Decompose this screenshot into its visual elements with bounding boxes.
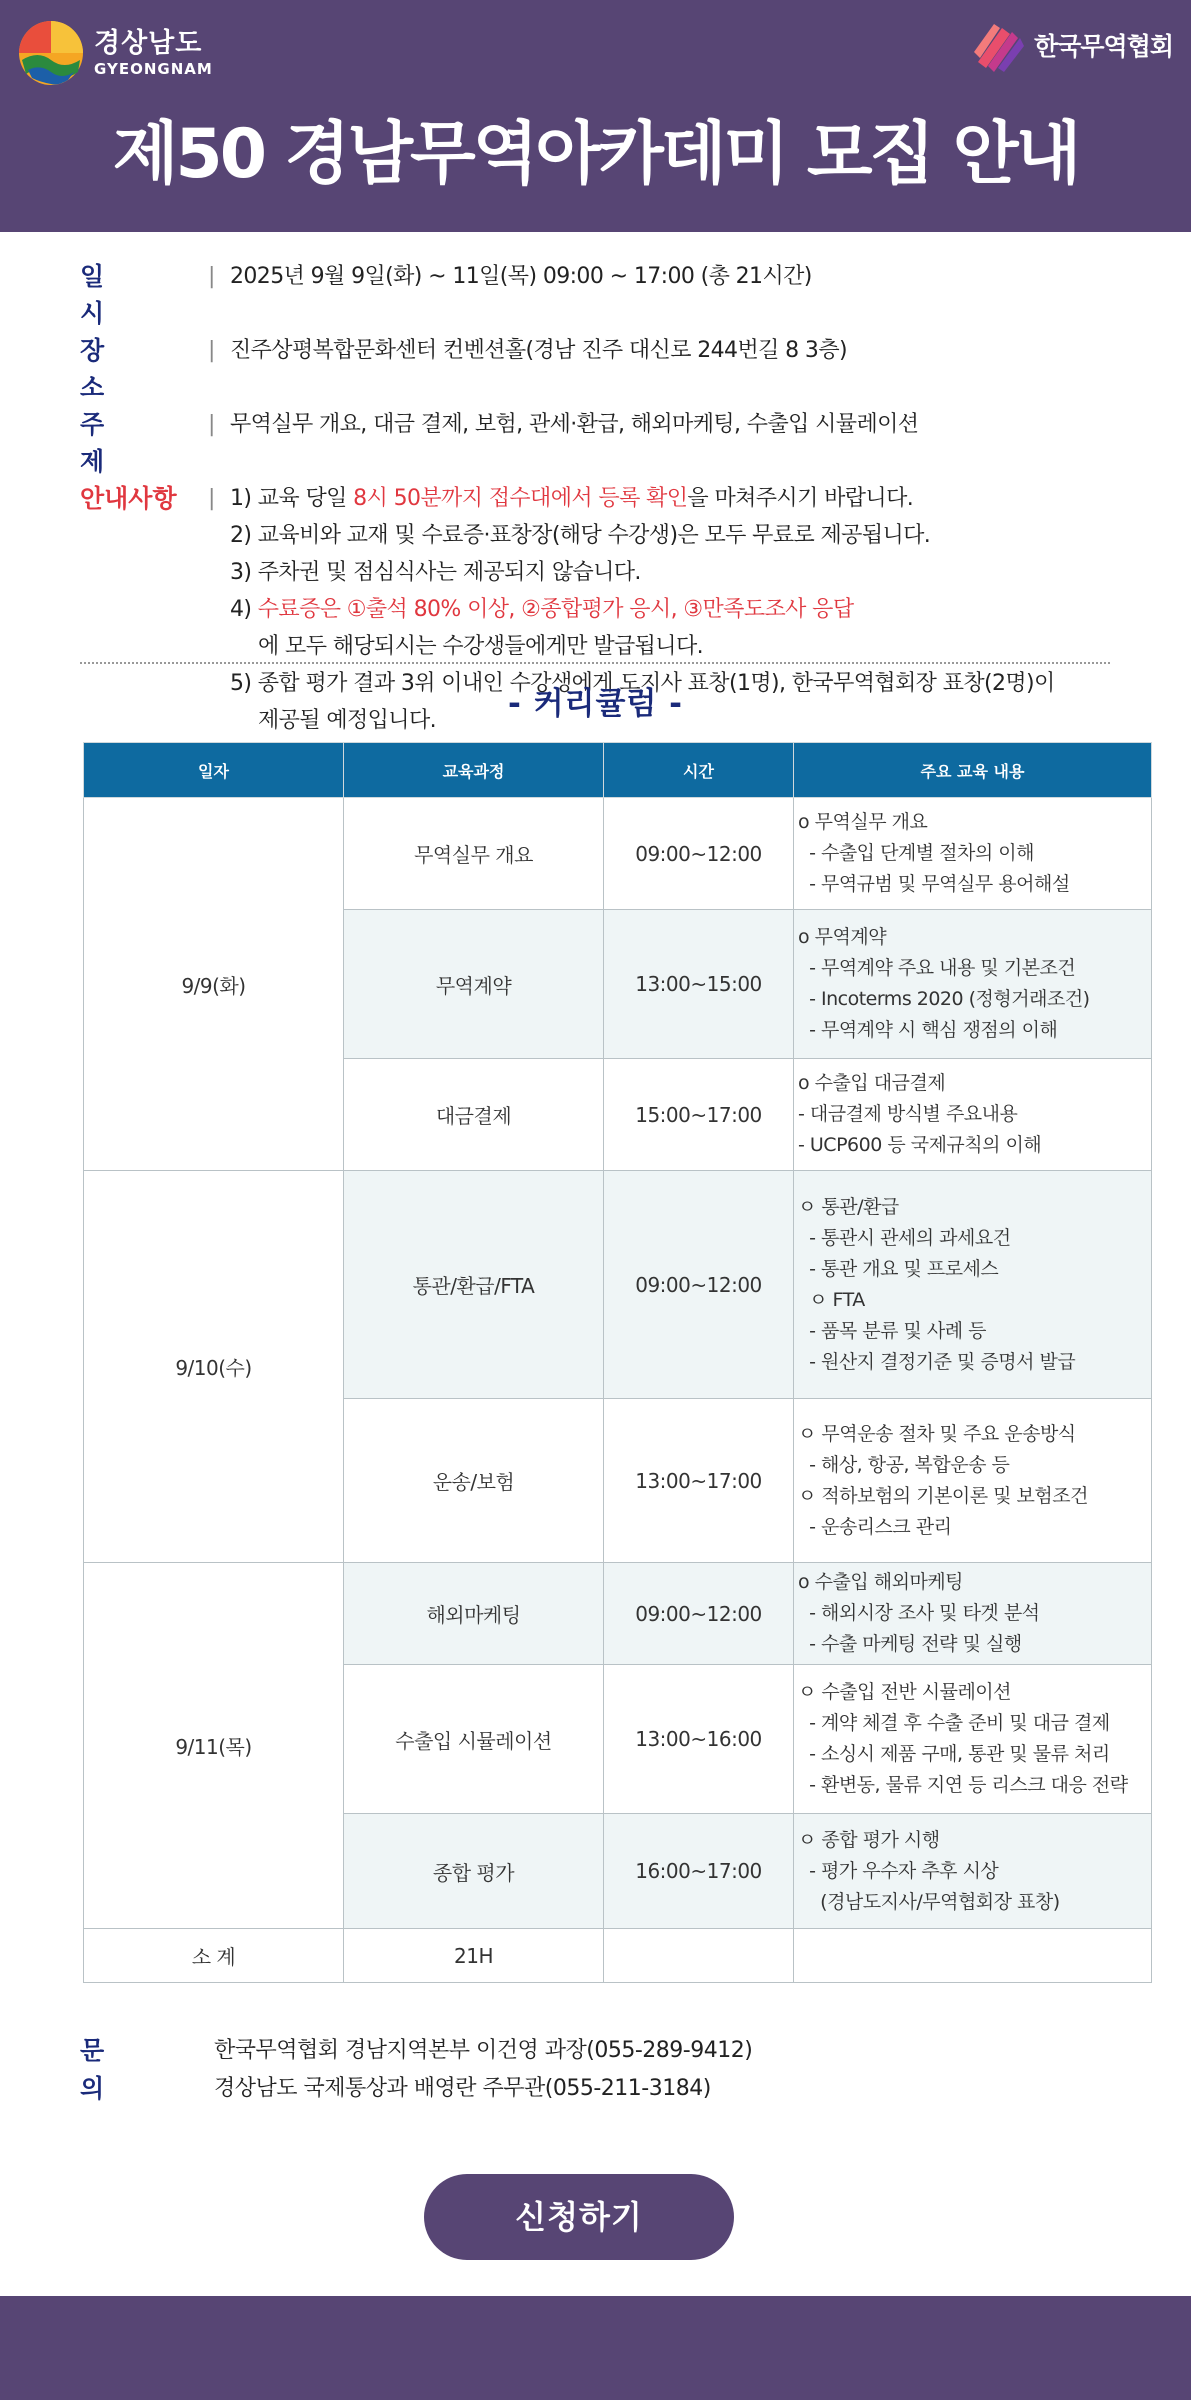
content-cell bbox=[794, 1665, 1152, 1814]
kita-name: 한국무역협회 bbox=[1034, 32, 1173, 61]
dotted-divider bbox=[80, 662, 1110, 664]
header-time: 시간 bbox=[604, 743, 794, 798]
gyeongnam-emblem-icon bbox=[18, 20, 84, 86]
page-title: 제50 경남무역아카데미 모집 안내 bbox=[112, 115, 1079, 194]
time-cell: 09:00~12:00 bbox=[604, 798, 794, 910]
content-cell bbox=[794, 1059, 1152, 1171]
content-line: - 계약 체결 후 수출 준비 및 대금 결제 bbox=[798, 1712, 1110, 1734]
day-cell: 9/10(수) bbox=[84, 1171, 344, 1563]
course-cell: 무역실무 개요 bbox=[344, 798, 604, 910]
kita-logo[interactable] bbox=[972, 18, 1173, 72]
content-line: ㅇ 수출입 전반 시뮬레이션 bbox=[798, 1681, 1012, 1703]
course-cell: 운송/보험 bbox=[344, 1399, 604, 1563]
content-line: - 수출 마케팅 전략 및 실행 bbox=[798, 1633, 1022, 1655]
total-label: 소 계 bbox=[84, 1929, 344, 1983]
table-row bbox=[84, 1563, 1152, 1665]
course-cell: 종합 평가 bbox=[344, 1814, 604, 1929]
empty-cell bbox=[604, 1929, 794, 1983]
footer-bar bbox=[0, 2296, 1191, 2400]
content-line: - 무역규범 및 무역실무 용어해설 bbox=[798, 873, 1070, 895]
content-line: - 무역계약 시 핵심 쟁점의 이해 bbox=[798, 1019, 1058, 1041]
notice-highlight: 수료증은 ①출석 80% 이상, ②종합평가 응시, ③만족도조사 응답 bbox=[257, 597, 854, 622]
content-cell bbox=[794, 1814, 1152, 1929]
content-line: o 수출입 해외마케팅 bbox=[798, 1571, 964, 1593]
apply-button[interactable]: 신청하기 bbox=[424, 2174, 734, 2260]
gyeongnam-english: GYEONGNAM bbox=[94, 60, 213, 78]
time-cell: 13:00~15:00 bbox=[604, 910, 794, 1059]
notice-label: 안내사항 bbox=[80, 484, 177, 513]
notice-item-2: 2) 교육비와 교재 및 수료증·표창장(해당 수강생)은 모두 무료로 제공됩니다. bbox=[230, 523, 931, 548]
date-value: 2025년 9월 9일(화) ~ 11일(목) 09:00 ~ 17:00 (총 21시간) bbox=[230, 264, 812, 289]
header-banner bbox=[0, 0, 1191, 232]
topic-value: 무역실무 개요, 대금 결제, 보험, 관세·환급, 해외마케팅, 수출입 시뮬레이션 bbox=[230, 412, 919, 437]
content-line: - 해외시장 조사 및 타겟 분석 bbox=[798, 1602, 1040, 1624]
course-cell: 해외마케팅 bbox=[344, 1563, 604, 1665]
notice-item-3: 3) 주차권 및 점심식사는 제공되지 않습니다. bbox=[230, 560, 641, 585]
course-cell: 수출입 시뮬레이션 bbox=[344, 1665, 604, 1814]
place-value: 진주상평복합문화센터 컨벤션홀(경남 진주 대신로 244번길 8 3층) bbox=[230, 338, 847, 363]
time-cell: 13:00~16:00 bbox=[604, 1665, 794, 1814]
gyeongnam-logo[interactable] bbox=[18, 20, 213, 86]
notice-text: 1) 교육 당일 bbox=[230, 486, 354, 511]
content-line: (경남도지사/무역협회장 표창) bbox=[798, 1890, 1060, 1913]
total-row bbox=[84, 1929, 1152, 1983]
content-line: - Incoterms 2020 (정형거래조건) bbox=[798, 988, 1090, 1010]
day-cell: 9/11(목) bbox=[84, 1563, 344, 1929]
time-cell: 16:00~17:00 bbox=[604, 1814, 794, 1929]
notice-item-5-cont: 제공될 예정입니다. bbox=[258, 708, 437, 733]
content-line: ㅇ 무역운송 절차 및 주요 운송방식 bbox=[798, 1422, 1076, 1445]
time-cell: 09:00~12:00 bbox=[604, 1171, 794, 1399]
course-cell: 통관/환급/FTA bbox=[344, 1171, 604, 1399]
content-cell bbox=[794, 1399, 1152, 1563]
content-line: ㅇ 종합 평가 시행 bbox=[798, 1828, 940, 1851]
content-line: - 통관시 관세의 과세요건 bbox=[798, 1226, 1011, 1249]
time-cell: 15:00~17:00 bbox=[604, 1059, 794, 1171]
table-row bbox=[84, 1171, 1152, 1399]
content-cell bbox=[794, 1171, 1152, 1399]
content-line: - 수출입 단계별 절차의 이해 bbox=[798, 842, 1034, 864]
curriculum-title: - 커리큘럼 - bbox=[507, 686, 684, 722]
separator: | bbox=[208, 412, 215, 437]
content-cell bbox=[794, 798, 1152, 910]
content-line: o 무역계약 bbox=[798, 926, 887, 948]
time-cell: 13:00~17:00 bbox=[604, 1399, 794, 1563]
notice-text: 4) bbox=[230, 597, 258, 622]
contact-line-kita: 한국무역협회 경남지역본부 이건영 과장(055-289-9412) bbox=[214, 2038, 753, 2063]
date-row bbox=[80, 258, 1120, 332]
header-course: 교육과정 bbox=[344, 743, 604, 798]
content-line: ㅇ 통관/환급 bbox=[798, 1195, 899, 1218]
course-cell: 대금결제 bbox=[344, 1059, 604, 1171]
content-line: - 운송리스크 관리 bbox=[798, 1515, 952, 1538]
content-line: - 환변동, 물류 지연 등 리스크 대응 전략 bbox=[798, 1774, 1128, 1796]
contact-section bbox=[80, 2032, 752, 2108]
place-row bbox=[80, 332, 1120, 406]
content-line: - 소싱시 제품 구매, 통관 및 물류 처리 bbox=[798, 1743, 1110, 1765]
event-info bbox=[80, 258, 1120, 739]
notice-item-4 bbox=[230, 591, 1120, 628]
table-row bbox=[84, 798, 1152, 910]
day-cell: 9/9(화) bbox=[84, 798, 344, 1171]
notice-highlight: 8시 50분까지 접수대에서 등록 확인 bbox=[353, 486, 688, 511]
content-line: ㅇ 적하보험의 기본이론 및 보험조건 bbox=[798, 1484, 1088, 1507]
empty-cell bbox=[794, 1929, 1152, 1983]
content-cell bbox=[794, 1563, 1152, 1665]
content-line: ㅇ FTA bbox=[798, 1288, 865, 1311]
kita-emblem-icon bbox=[972, 18, 1026, 72]
notice-item-5: 5) 종합 평가 결과 3위 이내인 수강생에게 도지사 표창(1명), 한국무역협회장 표창(2명)이 bbox=[230, 671, 1055, 696]
contact-line-gyeongnam: 경상남도 국제통상과 배영란 주무관(055-211-3184) bbox=[214, 2076, 711, 2101]
separator: | bbox=[208, 486, 215, 511]
content-line: - 원산지 결정기준 및 증명서 발급 bbox=[798, 1350, 1076, 1373]
content-cell bbox=[794, 910, 1152, 1059]
notice-item-4-cont: 에 모두 해당되시는 수강생들에게만 발급됩니다. bbox=[258, 634, 704, 659]
date-label: 일 시 bbox=[80, 262, 133, 328]
topic-row bbox=[80, 406, 1120, 480]
header-date: 일자 bbox=[84, 743, 344, 798]
content-line: - 품목 분류 및 사례 등 bbox=[798, 1319, 986, 1342]
contact-label: 문 의 bbox=[80, 2036, 135, 2103]
content-line: - 무역계약 주요 내용 및 기본조건 bbox=[798, 957, 1076, 979]
notice-item-1 bbox=[230, 480, 1120, 517]
content-line: - 통관 개요 및 프로세스 bbox=[798, 1257, 999, 1280]
course-cell: 무역계약 bbox=[344, 910, 604, 1059]
separator: | bbox=[208, 338, 215, 363]
content-line: o 수출입 대금결제 bbox=[798, 1072, 946, 1094]
content-line: - 대금결제 방식별 주요내용 bbox=[798, 1103, 1018, 1125]
time-cell: 09:00~12:00 bbox=[604, 1563, 794, 1665]
gyeongnam-name: 경상남도 bbox=[94, 28, 203, 59]
content-line: - 해상, 항공, 복합운송 등 bbox=[798, 1453, 1010, 1476]
place-label: 장 소 bbox=[80, 336, 133, 402]
content-line: - 평가 우수자 추후 시상 bbox=[798, 1859, 999, 1882]
total-value: 21H bbox=[344, 1929, 604, 1983]
notice-text: 을 마쳐주시기 바랍니다. bbox=[687, 486, 914, 511]
header-content: 주요 교육 내용 bbox=[794, 743, 1152, 798]
content-line: - UCP600 등 국제규칙의 이해 bbox=[798, 1134, 1042, 1156]
content-line: o 무역실무 개요 bbox=[798, 811, 928, 833]
topic-label: 주 제 bbox=[80, 410, 133, 476]
table-header-row bbox=[84, 743, 1152, 798]
curriculum-table bbox=[83, 742, 1152, 1983]
separator: | bbox=[208, 264, 215, 289]
